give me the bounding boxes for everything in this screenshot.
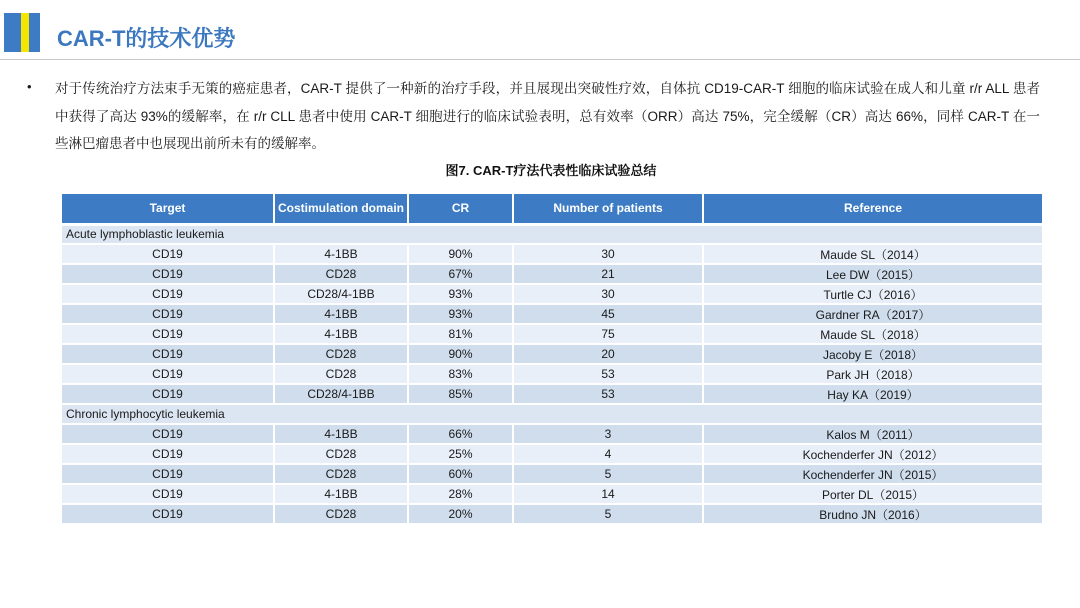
title-divider-line	[0, 59, 1080, 60]
table-cell: CD28/4-1BB	[274, 284, 408, 304]
table-cell: CD19	[61, 364, 274, 384]
table-cell: 4-1BB	[274, 304, 408, 324]
table-cell: 66%	[408, 424, 513, 444]
table-row	[61, 484, 1043, 504]
clinical-trials-table	[60, 192, 1044, 525]
section-label: Chronic lymphocytic leukemia	[61, 404, 1043, 424]
table-cell: CD19	[61, 324, 274, 344]
table-header-row	[61, 193, 1043, 224]
logo-blue-bar-left	[4, 13, 21, 52]
column-header: Number of patients	[513, 193, 703, 224]
table-cell: CD28	[274, 344, 408, 364]
table-row	[61, 324, 1043, 344]
table-cell: 30	[513, 284, 703, 304]
table-row	[61, 504, 1043, 524]
table-cell: 81%	[408, 324, 513, 344]
bullet-icon: •	[27, 79, 32, 94]
table-body	[61, 224, 1043, 524]
table-cell: 5	[513, 504, 703, 524]
table-cell: 25%	[408, 444, 513, 464]
table-cell: CD28	[274, 464, 408, 484]
slide-logo	[4, 13, 40, 52]
table-cell: Kalos M（2011）	[703, 424, 1043, 444]
table-cell: 60%	[408, 464, 513, 484]
column-header: Costimulation domain	[274, 193, 408, 224]
table-cell: 90%	[408, 344, 513, 364]
table-cell: CD19	[61, 384, 274, 404]
table-cell: 90%	[408, 244, 513, 264]
table-cell: 4	[513, 444, 703, 464]
table-cell: Porter DL（2015）	[703, 484, 1043, 504]
table-row	[61, 304, 1043, 324]
table-cell: CD19	[61, 304, 274, 324]
table-row	[61, 244, 1043, 264]
table-cell: 4-1BB	[274, 244, 408, 264]
table-row	[61, 384, 1043, 404]
table-cell: CD19	[61, 284, 274, 304]
table-cell: Brudno JN（2016）	[703, 504, 1043, 524]
table-cell: 20	[513, 344, 703, 364]
table-cell: Gardner RA（2017）	[703, 304, 1043, 324]
table-cell: 14	[513, 484, 703, 504]
table-cell: Park JH（2018）	[703, 364, 1043, 384]
table-cell: CD19	[61, 504, 274, 524]
table-cell: 75	[513, 324, 703, 344]
table-cell: CD19	[61, 244, 274, 264]
table-cell: Kochenderfer JN（2015）	[703, 464, 1043, 484]
column-header: Target	[61, 193, 274, 224]
table-cell: 28%	[408, 484, 513, 504]
table-cell: CD28/4-1BB	[274, 384, 408, 404]
table-row	[61, 284, 1043, 304]
table-cell: 67%	[408, 264, 513, 284]
table-cell: CD19	[61, 344, 274, 364]
table-cell: CD28	[274, 364, 408, 384]
table-cell: Turtle CJ（2016）	[703, 284, 1043, 304]
table-cell: CD28	[274, 504, 408, 524]
table-cell: 5	[513, 464, 703, 484]
table-cell: Maude SL（2014）	[703, 244, 1043, 264]
logo-blue-bar-right	[29, 13, 40, 52]
section-row	[61, 224, 1043, 244]
section-row	[61, 404, 1043, 424]
table-cell: Jacoby E（2018）	[703, 344, 1043, 364]
table-cell: CD19	[61, 484, 274, 504]
table-cell: CD19	[61, 264, 274, 284]
table-cell: CD28	[274, 264, 408, 284]
table-cell: 4-1BB	[274, 324, 408, 344]
table-cell: CD19	[61, 464, 274, 484]
table-row	[61, 344, 1043, 364]
page-title: CAR-T的技术优势	[57, 26, 236, 51]
table-cell: Hay KA（2019）	[703, 384, 1043, 404]
table-cell: 3	[513, 424, 703, 444]
table-cell: 85%	[408, 384, 513, 404]
table-cell: 53	[513, 384, 703, 404]
column-header: Reference	[703, 193, 1043, 224]
table-cell: CD19	[61, 444, 274, 464]
table-cell: 4-1BB	[274, 424, 408, 444]
table-row	[61, 464, 1043, 484]
table-cell: 4-1BB	[274, 484, 408, 504]
column-header: CR	[408, 193, 513, 224]
table-row	[61, 364, 1043, 384]
table-cell: 45	[513, 304, 703, 324]
table-cell: 93%	[408, 284, 513, 304]
body-paragraph: 对于传统治疗方法束手无策的癌症患者，CAR-T 提供了一种新的治疗手段，并且展现出突破性疗效，自体抗 CD19-CAR-T 细胞的临床试验在成人和儿童 r/r ALL 患者中获得了高达 93%的缓解率，在 r/r CLL 患者中使用 CAR-T 细胞进行的临床试验表明，总有效率（ORR）高达 75%，完全缓解（CR）高达 66%，同样 CAR-T 在一些淋巴瘤患者中也展现出前所未有的缓解率。	[55, 81, 1040, 151]
table-cell: 30	[513, 244, 703, 264]
table-row	[61, 424, 1043, 444]
table-row	[61, 444, 1043, 464]
table-cell: Maude SL（2018）	[703, 324, 1043, 344]
logo-yellow-stripe	[21, 13, 29, 52]
table-cell: Kochenderfer JN（2012）	[703, 444, 1043, 464]
table-row	[61, 264, 1043, 284]
table-cell: Lee DW（2015）	[703, 264, 1043, 284]
table-cell: 93%	[408, 304, 513, 324]
section-label: Acute lymphoblastic leukemia	[61, 224, 1043, 244]
table-cell: 53	[513, 364, 703, 384]
table-cell: 83%	[408, 364, 513, 384]
table-cell: 20%	[408, 504, 513, 524]
table-cell: CD28	[274, 444, 408, 464]
table-cell: CD19	[61, 424, 274, 444]
figure-caption: 图7. CAR-T疗法代表性临床试验总结	[445, 163, 657, 178]
table-cell: 21	[513, 264, 703, 284]
